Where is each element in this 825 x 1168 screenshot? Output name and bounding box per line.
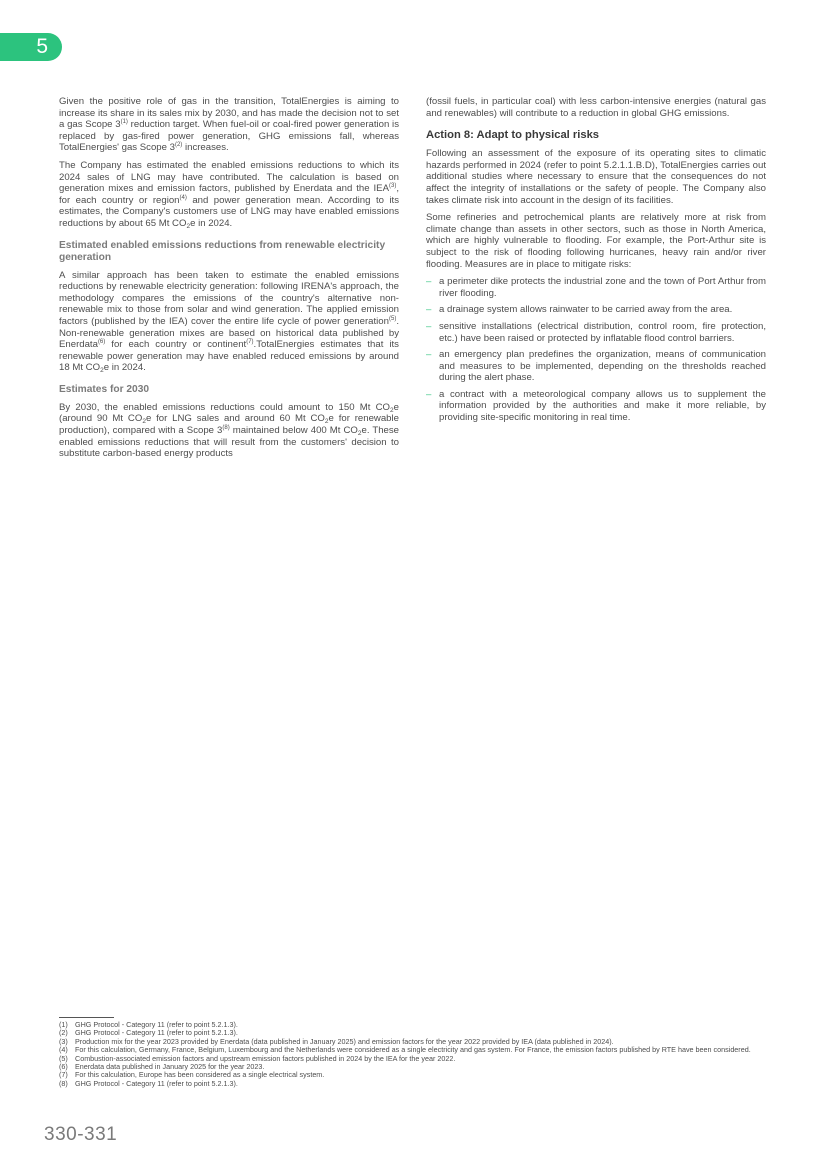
footnote: (8) GHG Protocol - Category 11 (refer to point 5.2.1.3).: [59, 1078, 238, 1088]
footnote: (2) GHG Protocol - Category 11 (refer to point 5.2.1.3).: [59, 1028, 238, 1038]
footnote: (5) Combustion-associated emission factors and upstream emission factors published in 2024 by the IEA for the year 2022.: [59, 1053, 456, 1063]
list-item: – sensitive installations (electrical distribution, control room, fire protection, etc.) have been raised or protected by inflatable flood control barriers.: [426, 321, 766, 344]
paragraph-2030-estimate: By 2030, the enabled emissions reductions could amount to 150 Mt $CO_2e$ (around 90 Mt $CO_2e$ for LNG sales and around 60 Mt $CO_2e$ for renewable production), compared with a Scope 3$^{(8)}$ maintained below 400 Mt $CO_2e$. These enabled emissions reductions that will result from the customers' decision to substitute carbon-based energy products: [59, 401, 399, 460]
footnote-ref[interactable]: (6): [97, 339, 106, 346]
left-column: [59, 96, 399, 466]
footnote: (3) Production mix for the year 2023 provided by Enerdata (data published in January 2025) and emission factors for the year 2022 provided by IEA (data published in 2024).: [59, 1036, 614, 1046]
chapter-tab: 5: [0, 33, 62, 61]
footnote-ref[interactable]: (3): [388, 183, 397, 190]
footnote-ref[interactable]: (7): [246, 339, 254, 346]
paragraph-gas-role: Given the positive role of gas in the transition, TotalEnergies is aiming to increase its share in its sales mix by 2030, and has made the decision not to set a gas Scope 3$^{(1)}$ reduction target. When fuel-oil or coal-fired power generation is replaced by gas-fired power generation, GHG emissions fall, whereas TotalEnergies' gas Scope 3$^{(2)}$ increases.: [59, 96, 399, 154]
footnote: (7) For this calculation, Europe has been considered as a single electrical system.: [59, 1070, 325, 1080]
footnote: (1) GHG Protocol - Category 11 (refer to point 5.2.1.3).: [59, 1020, 238, 1029]
page-number: 330-331: [44, 1124, 118, 1145]
section-heading-2030: Estimates for 2030: [59, 383, 150, 395]
list-item: – a perimeter dike protects the industrial zone and the town of Port Arthur from river flooding.: [426, 276, 766, 299]
footnotes: [59, 1021, 769, 1088]
footnote-divider: [59, 1017, 114, 1018]
footnote-ref[interactable]: (5): [388, 315, 397, 322]
right-column: [426, 96, 766, 429]
footnote: (6) Enerdata data published in January 2025 for the year 2023.: [59, 1062, 265, 1072]
action-heading: Action 8: Adapt to physical risks: [426, 129, 600, 142]
footnote: (4) For this calculation, Germany, France, Belgium, Luxembourg and the Netherlands were considered as a single electricity and gas system. For France, the emission factors published by RTE have been considered.: [59, 1045, 751, 1055]
paragraph-exposure-assessment: Following an assessment of the exposure of its operating sites to climatic hazards performed in 2024 (refer to point 5.2.1.1.B.D), TotalEnergies carries out additional studies where necessary to ensure that the consequences do not affect the integrity of installations or the safety of people. The Company also takes climate risk into account in the design of its facilities.: [426, 148, 766, 206]
paragraph-renewable-estimate: A similar approach has been taken to estimate the enabled emissions reductions by renewable electricity generation: following IRENA's approach, the methodology compares the emissions of the country's alternative non-renewable mix to those from solar and wind generation. The applied emission factors (published by the IEA) cover the entire life cycle of power generation$^{(5)}$. Non-renewable generation mixes are based on historical data published by Enerdata$^{(6)}$ for each country or continent$^{(7)}$.TotalEnergies estimates that its renewable power generation may have enabled reduced emissions by around 18 Mt $CO_2e$ in 2024.: [59, 269, 399, 375]
paragraph-lng-estimate: The Company has estimated the enabled emissions reductions to which its 2024 sales of LNG may have contributed. The calculation is based on generation mixes and emission factors, published by Enerdata and the IEA$^{(3)}$, for each country or region$^{(4)}$ and power generation mean. According to its estimates, the Company's customers use of LNG may have enabled emissions reductions by about 65 Mt $CO_2e$ in 2024.: [59, 159, 399, 230]
section-heading-renewable: Estimated enabled emissions reductions from renewable electricity generation: [59, 239, 386, 263]
paragraph-continuation: (fossil fuels, in particular coal) with less carbon-intensive energies (natural gas and renewables) will contribute to a reduction in global GHG emissions.: [426, 96, 766, 119]
footnote-ref[interactable]: (1): [120, 119, 128, 126]
mitigation-list: [426, 276, 766, 424]
footnote-ref[interactable]: (4): [179, 194, 187, 201]
footnote-ref[interactable]: (2): [174, 142, 183, 149]
list-item: – a drainage system allows rainwater to be carried away from the area.: [426, 304, 766, 316]
list-item: – an emergency plan predefines the organization, means of communication and measures to be implemented, depending on the thresholds reached during the alert phase.: [426, 349, 766, 384]
paragraph-refineries-risk: Some refineries and petrochemical plants are relatively more at risk from climate change than assets in other sectors, such as those in North America, which are highly vulnerable to flooding. For example, the Port-Arthur site is subject to the risk of flooding following hurricanes, heavy rain and/or river flooding. Measures are in place to mitigate risks:: [426, 212, 766, 270]
footnote-ref[interactable]: (8): [222, 425, 230, 432]
list-item: – a contract with a meteorological company allows us to supplement the information provided by the authorities and make it more reliable, by providing site-specific monitoring in real time.: [426, 389, 766, 424]
